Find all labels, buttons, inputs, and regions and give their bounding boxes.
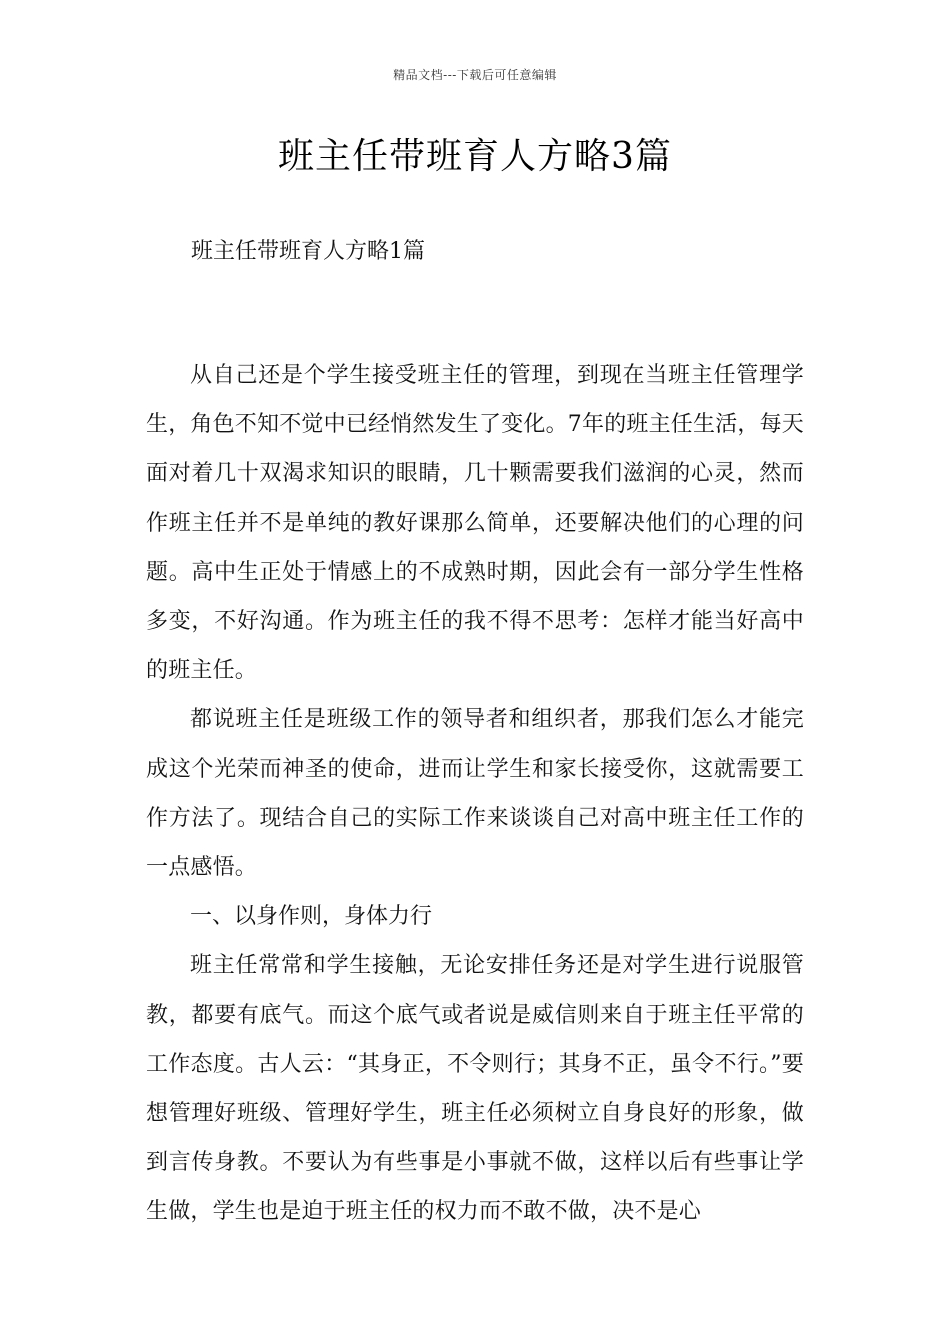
body-paragraph-1: 从自己还是个学生接受班主任的管理，到现在当班主任管理学生，角色不知不觉中已经悄然发生了变化。7年的班主任生活，每天面对着几十双渴求知识的眼睛，几十颗需要我们滋润的心灵，然而作班主任并不是单纯的教好课那么简单，还要解决他们的心理的问题。高中生正处于情感上的不成熟时期，因此会有一部分学生性格多变，不好沟通。作为班主任的我不得不思考：怎样才能当好高中的班主任。 <box>146 363 804 684</box>
body-paragraph-2: 都说班主任是班级工作的领导者和组织者，那我们怎么才能完成这个光荣而神圣的使命，进而让学生和家长接受你，这就需要工作方法了。现结合自己的实际工作来谈谈自己对高中班主任工作的一点感悟。 <box>146 707 804 881</box>
document-body <box>146 228 804 1237</box>
section-paragraph-1: 班主任常常和学生接触，无论安排任务还是对学生进行说服管教，都要有底气。而这个底气或者说是威信则来自于班主任平常的工作态度。古人云：“其身正，不令则行；其身不正，虽令不行。”要想管理好班级、管理好学生，班主任必须树立自身良好的形象，做到言传身教。不要认为有些事是小事就不做，这样以后有些事让学生做，学生也是迫于班主任的权力而不敢不做，决不是心 <box>146 953 804 1225</box>
section-heading-1: 一、以身作则，身体力行 <box>190 904 433 930</box>
document-title: 班主任带班育人方略3篇 <box>278 136 672 177</box>
header-note: 精品文档---下载后可任意编辑 <box>393 68 557 82</box>
document-subtitle: 班主任带班育人方略1篇 <box>191 239 425 264</box>
